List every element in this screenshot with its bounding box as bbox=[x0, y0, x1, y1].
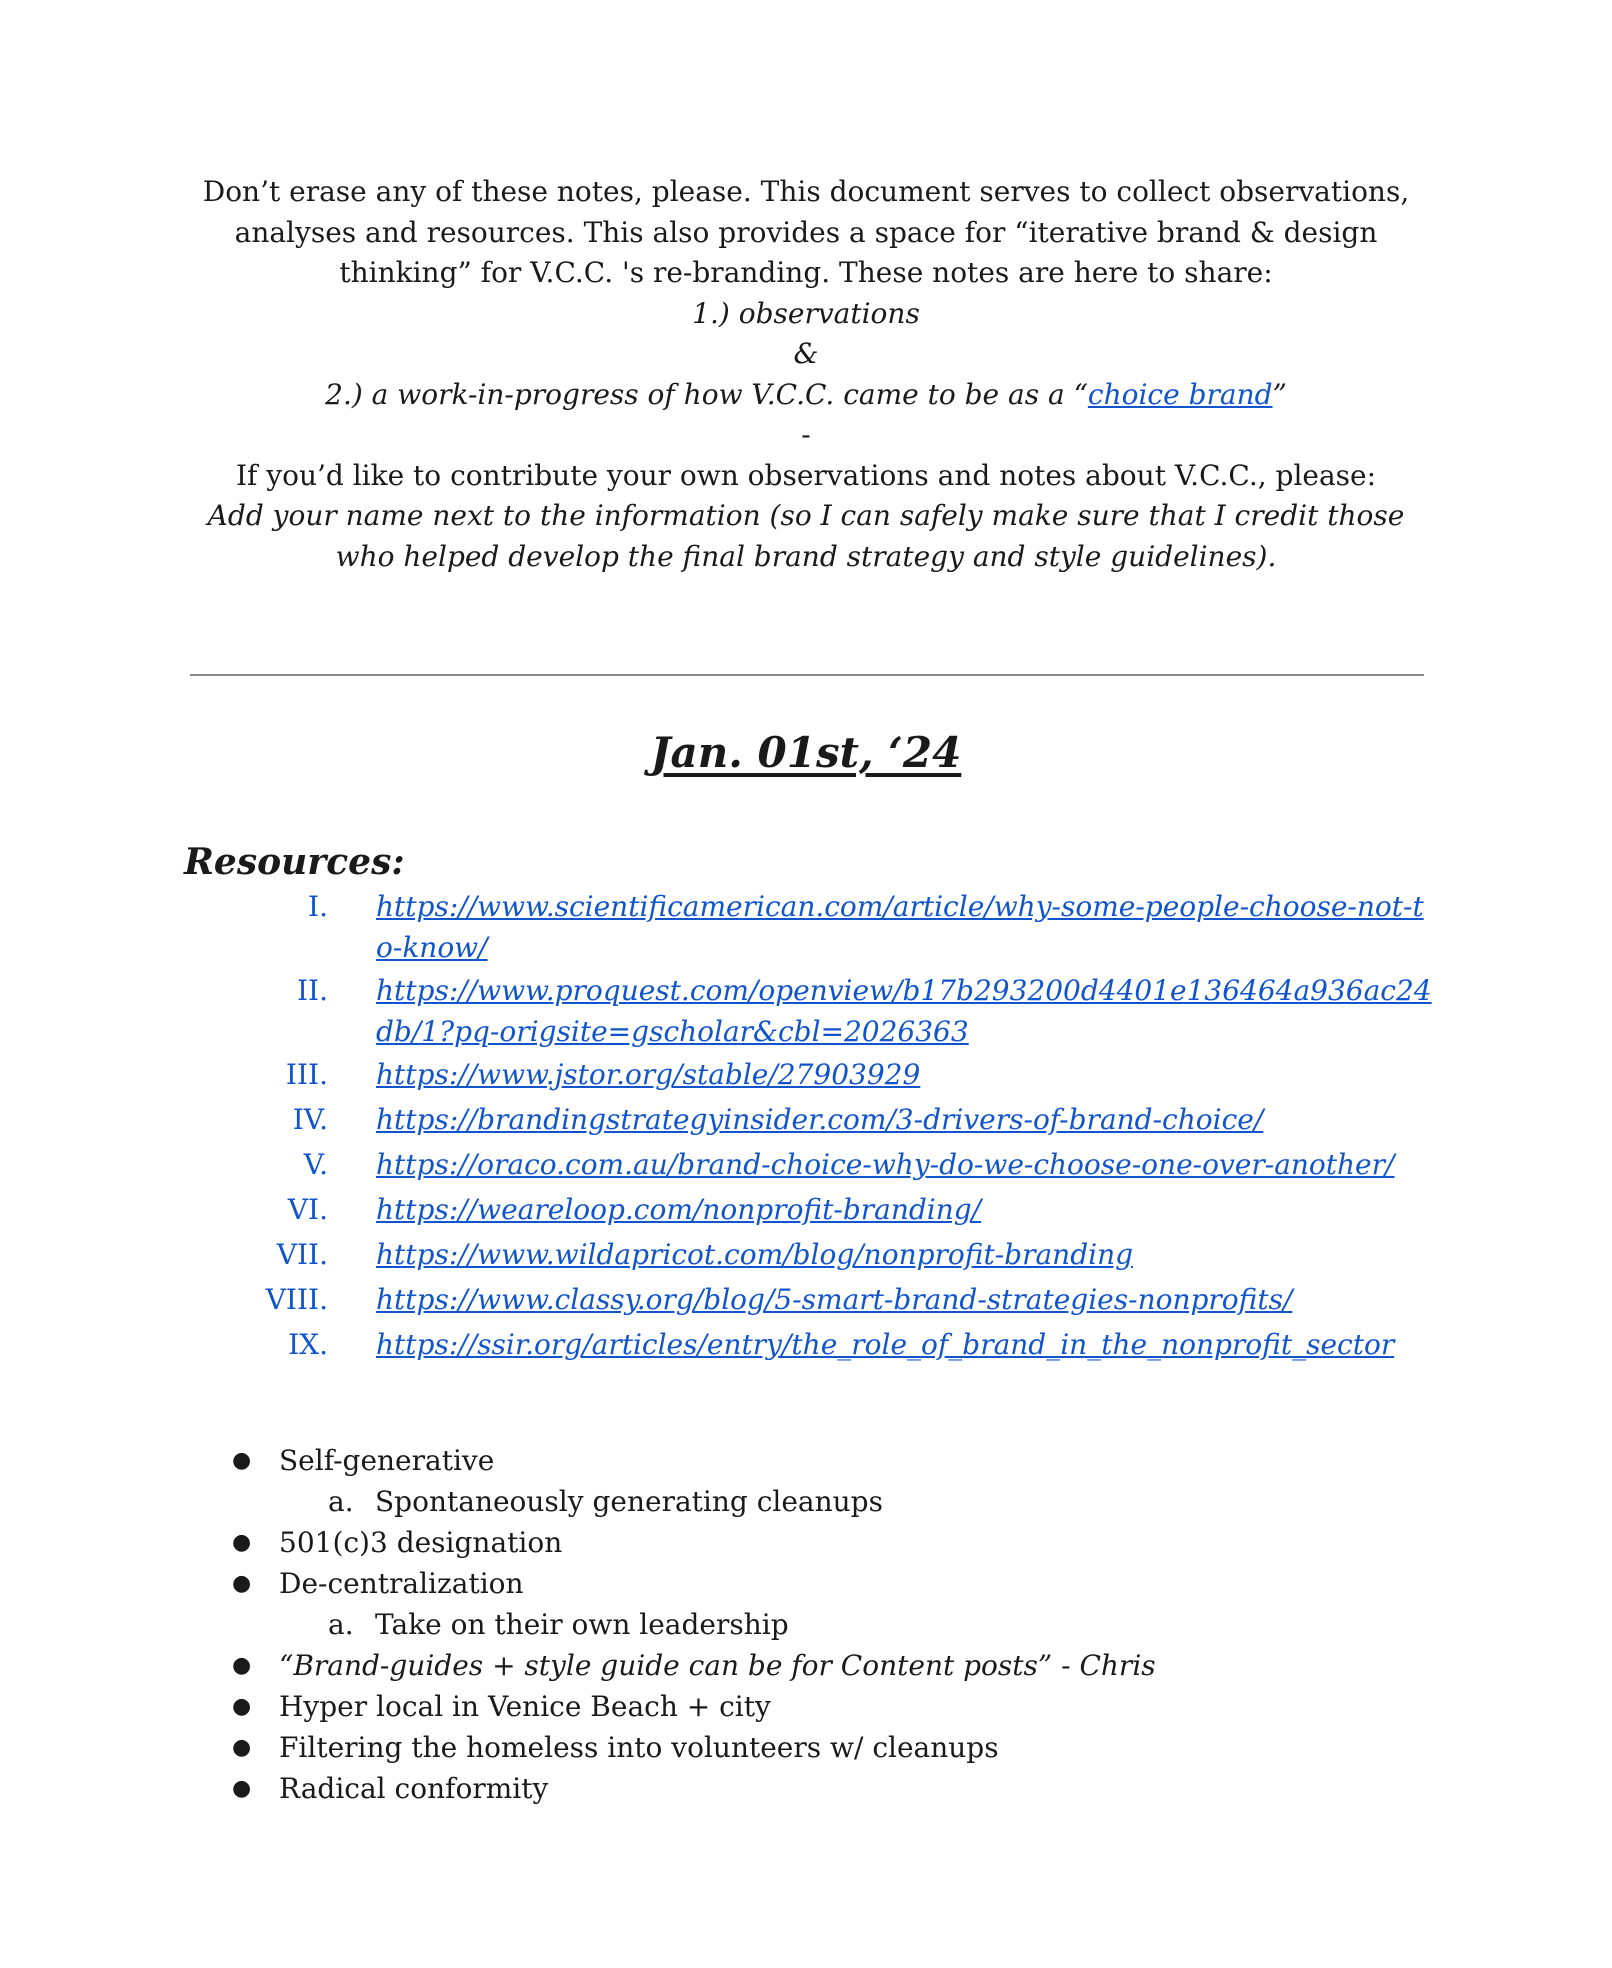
bullet-icon: ● bbox=[232, 1694, 252, 1719]
bullet-icon: ● bbox=[232, 1653, 252, 1678]
date-heading: Jan. 01st, ‘24 bbox=[650, 728, 962, 777]
intro-notes bbox=[180, 172, 1432, 577]
resource-number: II. bbox=[296, 974, 328, 1007]
horizontal-divider bbox=[190, 674, 1424, 676]
sub-marker: a. bbox=[328, 1485, 354, 1518]
note-text: De-centralization bbox=[279, 1567, 524, 1600]
resources-list bbox=[0, 886, 1612, 1369]
resource-link[interactable]: https://www.scientificamerican.com/article/why-some-people-choose-not-to-know/ bbox=[376, 890, 1424, 964]
work-prefix: 2.) a work-in-progress of how V.C.C. came to be as a “ bbox=[325, 377, 1088, 411]
list-item bbox=[0, 1768, 1612, 1809]
note-text: “Brand-guides + style guide can be for Content posts” - Chris bbox=[279, 1649, 1156, 1682]
resource-number: IV. bbox=[292, 1103, 328, 1136]
resource-link[interactable]: https://www.classy.org/blog/5-smart-brand-strategies-nonprofits/ bbox=[376, 1283, 1293, 1316]
resource-number: III. bbox=[285, 1058, 328, 1091]
resource-number: VIII. bbox=[265, 1283, 328, 1316]
list-item bbox=[0, 1481, 1612, 1522]
note-text: Self-generative bbox=[279, 1444, 495, 1477]
resource-link[interactable]: https://ssir.org/articles/entry/the_role_of_brand_in_the_nonprofit_sector bbox=[376, 1328, 1395, 1361]
notes-list bbox=[0, 1440, 1612, 1809]
resource-item bbox=[0, 1144, 1612, 1189]
resource-item bbox=[0, 1189, 1612, 1234]
resource-link[interactable]: https://www.proquest.com/openview/b17b293200d4401e136464a936ac24db/1?pq-origsite=gscholar&cbl=2026363 bbox=[376, 974, 1432, 1048]
resource-number: IX. bbox=[288, 1328, 328, 1361]
list-item bbox=[0, 1604, 1612, 1645]
list-item bbox=[0, 1645, 1612, 1686]
resource-number: VI. bbox=[287, 1193, 328, 1226]
resource-item bbox=[0, 970, 1612, 1054]
bullet-icon: ● bbox=[232, 1530, 252, 1555]
resources-heading: Resources: bbox=[184, 841, 405, 883]
intro-add-name: Add your name next to the information (so I can safely make sure that I credit those who helped develop the final brand strategy and style guidelines). bbox=[207, 499, 1405, 573]
bullet-icon: ● bbox=[232, 1571, 252, 1596]
note-text: Hyper local in Venice Beach + city bbox=[279, 1690, 771, 1723]
intro-work-in-progress bbox=[180, 375, 1432, 416]
list-item bbox=[0, 1522, 1612, 1563]
resource-link[interactable]: https://weareloop.com/nonprofit-branding/ bbox=[376, 1193, 982, 1226]
list-item bbox=[0, 1686, 1612, 1727]
note-text: Take on their own leadership bbox=[375, 1608, 789, 1641]
work-suffix: ” bbox=[1272, 377, 1287, 411]
intro-paragraph: Don’t erase any of these notes, please. This document serves to collect observations, analyses and resources. This also provides a space for “iterative brand & design thinking” for V.C.C. 's re-branding. These notes are here to share: bbox=[202, 175, 1410, 289]
sub-marker: a. bbox=[328, 1608, 354, 1641]
resource-number: VII. bbox=[276, 1238, 328, 1271]
list-item bbox=[0, 1727, 1612, 1768]
list-item bbox=[0, 1563, 1612, 1604]
resource-item bbox=[0, 886, 1612, 970]
resource-item bbox=[0, 1324, 1612, 1369]
intro-contribute: If you’d like to contribute your own observations and notes about V.C.C., please: bbox=[235, 458, 1377, 492]
resource-link[interactable]: https://oraco.com.au/brand-choice-why-do-we-choose-one-over-another/ bbox=[376, 1148, 1395, 1181]
resource-item bbox=[0, 1234, 1612, 1279]
resource-link[interactable]: https://www.jstor.org/stable/27903929 bbox=[376, 1058, 921, 1091]
list-item bbox=[0, 1440, 1612, 1481]
resource-number: I. bbox=[308, 890, 328, 923]
bullet-icon: ● bbox=[232, 1776, 252, 1801]
resource-item bbox=[0, 1099, 1612, 1144]
resource-item bbox=[0, 1054, 1612, 1099]
resource-number: V. bbox=[303, 1148, 328, 1181]
intro-dash: - bbox=[801, 418, 811, 451]
note-text: Filtering the homeless into volunteers w/ cleanups bbox=[279, 1731, 999, 1764]
note-text: Radical conformity bbox=[279, 1772, 549, 1805]
resource-item bbox=[0, 1279, 1612, 1324]
bullet-icon: ● bbox=[232, 1448, 252, 1473]
note-text: Spontaneously generating cleanups bbox=[375, 1485, 883, 1518]
bullet-icon: ● bbox=[232, 1735, 252, 1760]
choice-brand-link[interactable]: choice brand bbox=[1087, 377, 1273, 411]
note-text: 501(c)3 designation bbox=[279, 1526, 563, 1559]
resource-link[interactable]: https://brandingstrategyinsider.com/3-drivers-of-brand-choice/ bbox=[376, 1103, 1264, 1136]
intro-observations: 1.) observations bbox=[692, 296, 920, 330]
resource-link[interactable]: https://www.wildapricot.com/blog/nonprofit-branding bbox=[376, 1238, 1134, 1271]
intro-ampersand: & bbox=[793, 337, 819, 370]
